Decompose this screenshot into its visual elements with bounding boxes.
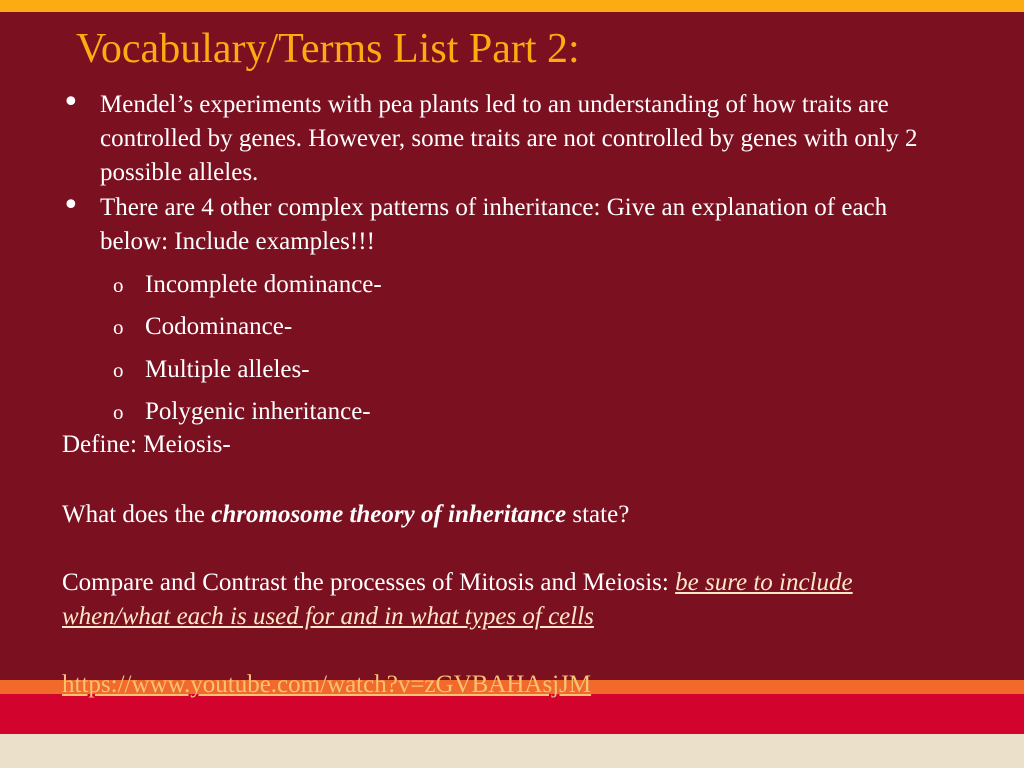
bullet-icon: • xyxy=(62,85,80,120)
bullet-item xyxy=(62,85,930,190)
compare-text: Compare and Contrast the processes of Mitosis and Meiosis: xyxy=(62,569,676,596)
chromosome-question xyxy=(62,498,962,532)
sub-item-text: Incomplete dominance- xyxy=(145,271,382,298)
circle-bullet-icon: o xyxy=(113,358,124,382)
compare-question xyxy=(62,566,962,634)
youtube-link[interactable]: https://www.youtube.com/watch?v=zGVBAHAsjJM xyxy=(62,671,592,698)
youtube-link-line xyxy=(62,668,962,702)
chromosome-question-before: What does the xyxy=(62,501,212,528)
bullet-text: Mendel’s experiments with pea plants led to an understanding of how traits are controlled by genes. However, some traits are not controlled by genes with only 2 possible alleles. xyxy=(100,91,918,186)
bullet-icon: • xyxy=(62,188,80,223)
slide-title: Vocabulary/Terms List Part 2: xyxy=(76,26,580,72)
circle-bullet-icon: o xyxy=(113,315,124,339)
compare-emphasis: be sure to include when/what each is used for and in what types of cells xyxy=(62,569,853,630)
bullet-item xyxy=(62,188,930,259)
define-meiosis: Define: Meiosis- xyxy=(62,431,231,458)
chromosome-question-after: state? xyxy=(566,501,630,528)
sub-item-text: Polygenic inheritance- xyxy=(145,398,371,425)
sub-item-text: Multiple alleles- xyxy=(145,356,310,383)
circle-bullet-icon: o xyxy=(113,400,124,424)
sub-item xyxy=(113,268,382,302)
sub-item-text: Codominance- xyxy=(145,313,293,340)
chromosome-theory-emphasis: chromosome theory of inheritance xyxy=(211,501,567,528)
sub-item xyxy=(113,353,310,387)
sub-item xyxy=(113,395,371,429)
sub-item xyxy=(113,310,292,344)
circle-bullet-icon: o xyxy=(113,273,124,297)
bullet-text: There are 4 other complex patterns of inheritance: Give an explanation of each below: Include examples!!! xyxy=(100,194,888,255)
top-accent-bar xyxy=(0,0,1024,12)
footer-band-cream xyxy=(0,734,1024,768)
